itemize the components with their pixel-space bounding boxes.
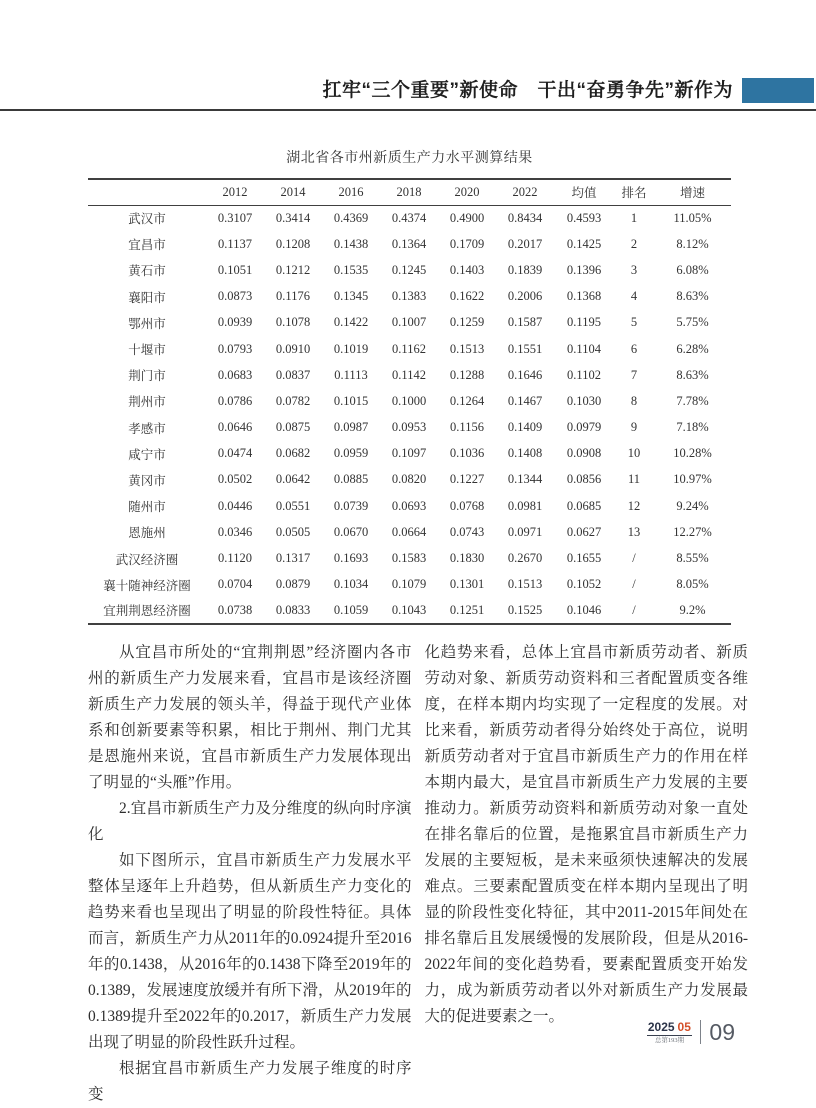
table-cell: 0.0683	[217, 367, 253, 382]
table-cell: 0.4369	[333, 210, 369, 225]
table-cell: 7.18%	[676, 420, 709, 435]
table-cell: 0.1364	[391, 236, 427, 251]
table-cell: 0.1097	[391, 446, 427, 461]
table-cell: 12.27%	[673, 524, 712, 539]
header-row	[0, 0, 816, 103]
column-header: 2012	[222, 184, 248, 199]
table-cell: 0.1551	[507, 341, 543, 356]
table-cell: 0.1396	[566, 262, 602, 277]
table-row	[88, 545, 731, 571]
table-cell: 0.0793	[217, 341, 253, 356]
table-cell: 9.2%	[679, 602, 706, 617]
column-header: 2016	[338, 184, 364, 199]
table-cell: 0.0739	[333, 498, 369, 513]
table-cell: 0.1030	[566, 393, 602, 408]
table-cell: 0.0670	[333, 524, 369, 539]
table-cell: 0.3414	[275, 210, 311, 225]
row-label: 荆州市	[128, 395, 166, 410]
paragraph: 2.宜昌市新质生产力及分维度的纵向时序演化	[88, 800, 412, 843]
table-cell: 0.1709	[449, 236, 485, 251]
table-cell: 0.0971	[507, 524, 543, 539]
table-row	[88, 388, 731, 414]
table-cell: 0.1142	[392, 367, 426, 382]
table-cell: 0.0505	[275, 524, 311, 539]
table-cell: 0.1036	[449, 446, 485, 461]
table-cell: 0.1655	[566, 551, 602, 566]
table-cell: 0.0664	[391, 524, 427, 539]
table-cell: /	[632, 551, 636, 566]
table-cell: 0.0685	[566, 498, 602, 513]
table-cell: 9	[630, 420, 638, 435]
table-cell: 0.1227	[449, 472, 485, 487]
table-cell: 0.1438	[333, 236, 369, 251]
table-cell: 0.0738	[217, 602, 253, 617]
table-cell: 0.1052	[566, 577, 602, 592]
paragraph: 如下图所示，宜昌市新质生产力发展水平整体呈逐年上升趋势，但从新质生产力变化的趋势来看也呈现出了明显的阶段性特征。具体而言，新质生产力从2011年的0.0924提升至2016年的0.1438，从2016年的0.1438下降至2019年的0.1389，发展速度放缓并有所下滑，从2019年的0.1389提升至2022年的0.2017，新质生产力发展出现了明显的阶段性跃升过程。	[88, 852, 412, 1051]
table-cell: 0.1015	[333, 393, 369, 408]
table-cell: 0.1830	[449, 551, 485, 566]
table-cell: 0.1251	[449, 602, 485, 617]
table-cell: 0.0981	[507, 498, 543, 513]
table-cell: 0.0782	[275, 393, 311, 408]
table-cell: 0.0959	[333, 446, 369, 461]
results-table	[88, 178, 731, 625]
table-row	[88, 572, 731, 598]
table-row	[88, 336, 731, 362]
table-cell: 0.1059	[333, 602, 369, 617]
table-cell: 0.1102	[567, 367, 601, 382]
column-header: 排名	[621, 186, 647, 201]
table-cell: 0.1513	[449, 341, 485, 356]
table-cell: 2	[630, 236, 638, 251]
table-cell: 0.1344	[507, 472, 543, 487]
table-cell: 0.1259	[449, 315, 485, 330]
table-cell: 0.1839	[507, 262, 543, 277]
page-header	[0, 0, 816, 111]
table-cell: 0.1034	[333, 577, 369, 592]
row-label: 孝感市	[128, 421, 166, 436]
table-cell: 0.8434	[507, 210, 543, 225]
table-row	[88, 231, 731, 257]
header-rule	[0, 109, 816, 111]
table-cell: 0.0953	[391, 420, 427, 435]
table-row	[88, 362, 731, 388]
table-cell: 0.1007	[391, 315, 427, 330]
table-cell: 0.1583	[391, 551, 427, 566]
table-cell: 0.1425	[566, 236, 602, 251]
table-cell: 0.1000	[391, 393, 427, 408]
table-cell: 8.63%	[676, 289, 709, 304]
table-row	[88, 205, 731, 231]
table-cell: /	[632, 602, 636, 617]
row-label: 宜昌市	[128, 238, 166, 253]
table-cell: 0.0908	[566, 446, 602, 461]
table-cell: 0.1288	[449, 367, 485, 382]
row-label: 黄石市	[128, 264, 166, 279]
table-cell: 0.1467	[507, 393, 543, 408]
table-cell: 0.1525	[507, 602, 543, 617]
column-header: 2018	[396, 184, 422, 199]
table-cell: 0.0646	[217, 420, 253, 435]
table-cell: 0.1513	[507, 577, 543, 592]
issue-date	[647, 1021, 692, 1036]
table-cell: 8.55%	[676, 551, 709, 566]
results-table-body	[88, 205, 731, 624]
row-label: 恩施州	[128, 526, 166, 541]
row-label: 武汉经济圈	[115, 552, 179, 567]
table-row	[88, 415, 731, 441]
table-cell: 0.3107	[217, 210, 253, 225]
table-cell: 0.1693	[333, 551, 369, 566]
table-cell: 0.0873	[217, 289, 253, 304]
table-cell: 0.0939	[217, 315, 253, 330]
table-cell: 0.1317	[275, 551, 311, 566]
table-cell: 0.2670	[507, 551, 543, 566]
table-row	[88, 441, 731, 467]
table-cell: 0.0693	[391, 498, 427, 513]
column-header: 均值	[571, 186, 597, 201]
column-header	[88, 179, 206, 205]
table-row	[88, 257, 731, 283]
issue-block	[647, 1021, 692, 1044]
column-header: 2022	[512, 184, 538, 199]
table-cell: 0.1113	[334, 367, 368, 382]
table-row	[88, 467, 731, 493]
row-label: 襄阳市	[128, 290, 166, 305]
table-cell: 0.1212	[275, 262, 311, 277]
column-header: 2014	[280, 184, 306, 199]
table-row	[88, 284, 731, 310]
table-cell: 0.1156	[450, 420, 484, 435]
table-cell: 8.05%	[676, 577, 709, 592]
footer-divider	[700, 1020, 702, 1044]
table-cell: 5.75%	[676, 315, 709, 330]
table-cell: 0.1345	[333, 289, 369, 304]
table-cell: 11	[627, 472, 641, 487]
row-label: 黄冈市	[128, 473, 166, 488]
table-cell: 0.0885	[333, 472, 369, 487]
table-cell: 0.0446	[217, 498, 253, 513]
table-cell: 0.2017	[507, 236, 543, 251]
table-cell: 6.08%	[676, 262, 709, 277]
table-cell: 7.78%	[676, 393, 709, 408]
table-cell: 0.1264	[449, 393, 485, 408]
table-row	[88, 493, 731, 519]
paragraph: 从宜昌市所处的“宜荆荆恩”经济圈内各市州的新质生产力发展来看，宜昌市是该经济圈新质生产力发展的领头羊，得益于现代产业体系和创新要素等积累，相比于荆州、荆门尤其是恩施州来说，宜昌市新质生产力发展体现出了明显的“头雁”作用。	[88, 644, 412, 791]
header-accent-bar	[742, 78, 814, 103]
table-cell: 0.1403	[449, 262, 485, 277]
column-header: 2020	[454, 184, 480, 199]
table-cell: 0.1104	[567, 341, 601, 356]
table-cell: 7	[630, 367, 638, 382]
table-cell: 0.0820	[391, 472, 427, 487]
table-title: 湖北省各市州新质生产力水平测算结果	[286, 151, 533, 166]
row-label: 宜荆荆恩经济圈	[103, 604, 191, 619]
table-cell: 0.1195	[567, 315, 601, 330]
page-number: 09	[709, 1018, 735, 1045]
table-cell: 0.1587	[507, 315, 543, 330]
table-cell: 5	[630, 315, 638, 330]
table-cell: 10.97%	[673, 472, 712, 487]
table-cell: 11.05%	[673, 210, 712, 225]
table-cell: 8.63%	[676, 367, 709, 382]
table-cell: 0.1162	[392, 341, 426, 356]
row-label: 十堰市	[128, 343, 166, 358]
paragraph: 化趋势来看，总体上宜昌市新质劳动者、新质劳动对象、新质劳动资料和三者配置质变各维度，在样本期内均实现了一定程度的发展。对比来看，新质劳动者得分始终处于高位，说明新质劳动者对于宜昌市新质生产力的作用在样本期内最大，是宜昌市新质生产力发展的主要推动力。新质劳动资料和新质劳动对象一直处在排名靠后的位置，是拖累宜昌市新质生产力发展的主要短板，是未来亟须快速解决的发展难点。三要素配置质变在样本期内呈现出了明显的阶段性变化特征，其中2011-2015年间处在排名靠后且发展缓慢的发展阶段，但是从2016-2022年间的变化趋势看，要素配置质变开始发力，成为新质劳动者以外对新质生产力发展最大的促进要素之一。	[424, 644, 748, 1025]
table-row	[88, 519, 731, 545]
table-cell: 0.1368	[566, 289, 602, 304]
table-cell: 0.1422	[333, 315, 369, 330]
table-cell: 1	[630, 210, 638, 225]
table-cell: 0.1535	[333, 262, 369, 277]
paragraph: 根据宜昌市新质生产力发展子维度的时序变	[88, 1060, 412, 1103]
table-cell: 0.0979	[566, 420, 602, 435]
table-cell: 13	[627, 524, 641, 539]
table-section	[88, 147, 731, 625]
table-cell: 0.0879	[275, 577, 311, 592]
table-cell: 0.0856	[566, 472, 602, 487]
table-cell: 0.0704	[217, 577, 253, 592]
table-cell: 0.0551	[275, 498, 311, 513]
table-cell: 0.1078	[275, 315, 311, 330]
table-cell: 10	[627, 446, 641, 461]
row-label: 随州市	[128, 500, 166, 515]
table-cell: /	[632, 577, 636, 592]
table-cell: 0.1208	[275, 236, 311, 251]
table-cell: 9.24%	[676, 498, 709, 513]
table-cell: 0.1245	[391, 262, 427, 277]
table-cell: 0.1051	[217, 262, 253, 277]
table-cell: 0.1120	[218, 551, 252, 566]
table-cell: 0.4900	[449, 210, 485, 225]
page-footer	[0, 1020, 816, 1044]
table-cell: 0.1046	[566, 602, 602, 617]
row-label: 鄂州市	[128, 316, 166, 331]
table-cell: 0.4593	[566, 210, 602, 225]
table-cell: 0.1137	[218, 236, 252, 251]
table-cell: 0.0502	[217, 472, 253, 487]
table-cell: 0.0474	[217, 446, 253, 461]
table-cell: 0.0875	[275, 420, 311, 435]
table-cell: 0.1019	[333, 341, 369, 356]
issue-year: 2025	[647, 1019, 675, 1034]
table-cell: 0.1646	[507, 367, 543, 382]
table-cell: 0.0642	[275, 472, 311, 487]
table-cell: 8.12%	[676, 236, 709, 251]
issue-number: 05	[677, 1019, 691, 1034]
table-cell: 0.0987	[333, 420, 369, 435]
table-cell: 0.0682	[275, 446, 311, 461]
table-cell: 6	[630, 341, 638, 356]
column-header: 增速	[679, 186, 705, 201]
table-cell: 0.0627	[566, 524, 602, 539]
row-label: 咸宁市	[128, 447, 166, 462]
table-cell: 0.1301	[449, 577, 485, 592]
table-cell: 0.0786	[217, 393, 253, 408]
table-cell: 0.4374	[391, 210, 427, 225]
table-cell: 0.0833	[275, 602, 311, 617]
row-label: 武汉市	[128, 212, 166, 227]
table-cell: 8	[630, 393, 638, 408]
table-cell: 0.0910	[275, 341, 311, 356]
table-cell: 0.1079	[391, 577, 427, 592]
table-cell: 0.1383	[391, 289, 427, 304]
table-cell: 0.1176	[276, 289, 310, 304]
table-row	[88, 598, 731, 624]
table-cell: 6.28%	[676, 341, 709, 356]
table-cell: 0.0346	[217, 524, 253, 539]
table-cell: 0.1408	[507, 446, 543, 461]
table-cell: 10.28%	[673, 446, 712, 461]
table-cell: 0.1622	[449, 289, 485, 304]
issue-note: 总第193期	[654, 1035, 684, 1044]
table-cell: 4	[630, 289, 638, 304]
table-cell: 0.0768	[449, 498, 485, 513]
table-cell: 3	[630, 262, 638, 277]
table-cell: 0.0837	[275, 367, 311, 382]
table-cell: 12	[627, 498, 641, 513]
row-label: 荆门市	[128, 369, 166, 384]
row-label: 襄十随神经济圈	[103, 578, 191, 593]
table-row	[88, 310, 731, 336]
table-cell: 0.0743	[449, 524, 485, 539]
table-cell: 0.1043	[391, 602, 427, 617]
results-table-header-row	[88, 179, 731, 205]
table-cell: 0.2006	[507, 289, 543, 304]
header-title: 扛牢“三个重要”新使命 干出“奋勇争先”新作为	[322, 80, 733, 101]
table-cell: 0.1409	[507, 420, 543, 435]
